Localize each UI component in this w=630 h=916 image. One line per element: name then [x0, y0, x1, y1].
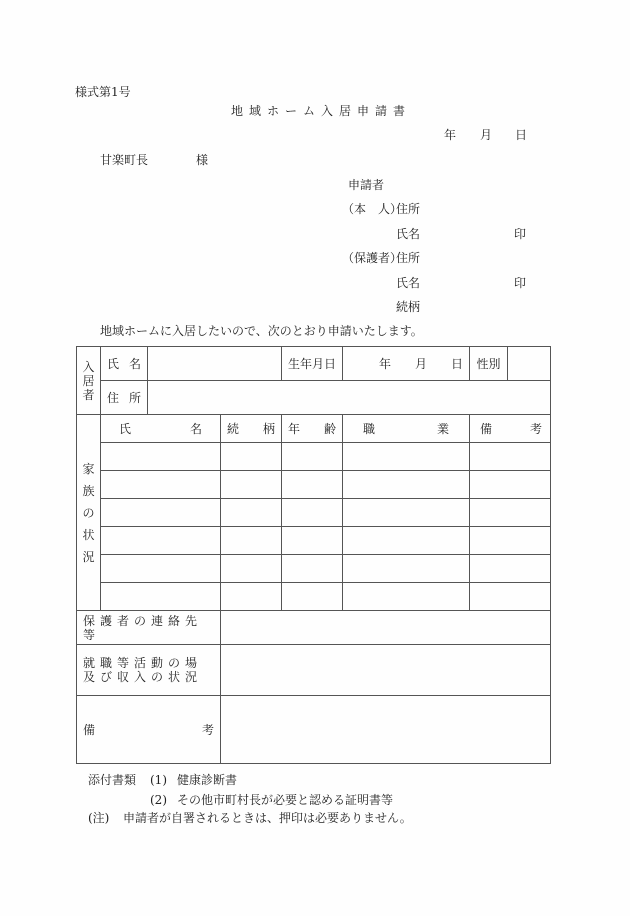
addressee-honorific: 様: [196, 153, 209, 167]
family-remarks-cell[interactable]: [470, 555, 551, 583]
note-text: 申請者が自署されるときは、押印は必要ありません。: [123, 811, 412, 825]
family-occupation-cell[interactable]: [343, 555, 470, 583]
resident-name-field[interactable]: [148, 347, 282, 381]
family-remarks-cell[interactable]: [470, 527, 551, 555]
family-row: [77, 527, 551, 555]
remarks-label: 備 考: [77, 696, 221, 764]
family-name-cell[interactable]: [101, 499, 221, 527]
attachment-2-text: その他市町村長が必要と認める証明書等: [177, 793, 394, 807]
family-col-occupation: 職 業: [343, 415, 470, 443]
guardian-contact-label: 保護者の連絡先等: [77, 611, 221, 645]
family-col-relation: 続 柄: [221, 415, 282, 443]
family-age-cell[interactable]: [282, 443, 343, 471]
family-col-remarks: 備 考: [470, 415, 551, 443]
family-remarks-cell[interactable]: [470, 499, 551, 527]
intro-text: 地域ホームに入居したいので、次のとおり申請いたします。: [100, 324, 423, 338]
family-col-name: 氏 名: [101, 415, 221, 443]
family-relation-cell[interactable]: [221, 443, 282, 471]
guardian-seal: 印: [514, 276, 527, 290]
family-row: [77, 443, 551, 471]
attachment-1-text: 健康診断書: [177, 773, 238, 787]
family-relation-cell[interactable]: [221, 555, 282, 583]
family-age-cell[interactable]: [282, 471, 343, 499]
guardian-address-label: 住所: [396, 251, 421, 265]
resident-address-label: 住 所: [101, 381, 148, 415]
date-day: 日: [515, 128, 528, 142]
addressee-name: 甘楽町長: [100, 153, 149, 167]
family-relation-cell[interactable]: [221, 499, 282, 527]
family-row: [77, 555, 551, 583]
applicant-name-label: 氏名: [396, 227, 421, 241]
birthdate-label: 生年月日: [282, 347, 343, 381]
attachment-2-num: (2): [150, 793, 167, 807]
family-age-cell[interactable]: [282, 499, 343, 527]
applicant-seal: 印: [514, 227, 527, 241]
family-occupation-cell[interactable]: [343, 499, 470, 527]
family-name-cell[interactable]: [101, 583, 221, 611]
note-label: (注): [88, 811, 110, 825]
family-remarks-cell[interactable]: [470, 443, 551, 471]
resident-name-label: 氏 名: [101, 347, 148, 381]
family-row: [77, 471, 551, 499]
applicant-address-label: 住所: [396, 202, 421, 216]
family-remarks-cell[interactable]: [470, 583, 551, 611]
guardian-label: （保護者）: [342, 251, 403, 265]
family-section-label: 家 族 の 状 況: [77, 415, 101, 611]
family-name-cell[interactable]: [101, 527, 221, 555]
family-row: [77, 499, 551, 527]
applicant-self-label: （本 人）: [342, 202, 403, 216]
family-row: [77, 583, 551, 611]
activity-label: 就職等活動の場 及び収入の状況: [77, 645, 221, 696]
page-title: 地域ホーム入居申請書: [231, 104, 412, 118]
application-table: [76, 346, 551, 764]
family-relation-cell[interactable]: [221, 471, 282, 499]
applicant-heading: 申請者: [348, 178, 385, 192]
attachments-label: 添付書類: [88, 773, 137, 787]
family-relation-cell[interactable]: [221, 583, 282, 611]
resident-section-label: 入 居 者: [77, 347, 101, 415]
gender-label: 性別: [470, 347, 508, 381]
family-col-age: 年 齢: [282, 415, 343, 443]
family-occupation-cell[interactable]: [343, 583, 470, 611]
guardian-contact-field[interactable]: [221, 611, 551, 645]
guardian-relation-label: 続柄: [396, 300, 421, 314]
birthdate-field[interactable]: 年 月 日: [343, 347, 470, 381]
family-age-cell[interactable]: [282, 527, 343, 555]
date-month: 月: [480, 128, 493, 142]
family-age-cell[interactable]: [282, 555, 343, 583]
family-name-cell[interactable]: [101, 471, 221, 499]
form-number: 様式第1号: [75, 85, 131, 99]
activity-field[interactable]: [221, 645, 551, 696]
family-name-cell[interactable]: [101, 443, 221, 471]
date-year: 年: [444, 128, 457, 142]
family-name-cell[interactable]: [101, 555, 221, 583]
remarks-field[interactable]: [221, 696, 551, 764]
gender-field[interactable]: [508, 347, 551, 381]
family-occupation-cell[interactable]: [343, 527, 470, 555]
family-remarks-cell[interactable]: [470, 471, 551, 499]
family-age-cell[interactable]: [282, 583, 343, 611]
resident-address-field[interactable]: [148, 381, 551, 415]
guardian-name-label: 氏名: [396, 276, 421, 290]
family-occupation-cell[interactable]: [343, 471, 470, 499]
family-relation-cell[interactable]: [221, 527, 282, 555]
attachment-1-num: (1): [150, 773, 167, 787]
family-occupation-cell[interactable]: [343, 443, 470, 471]
